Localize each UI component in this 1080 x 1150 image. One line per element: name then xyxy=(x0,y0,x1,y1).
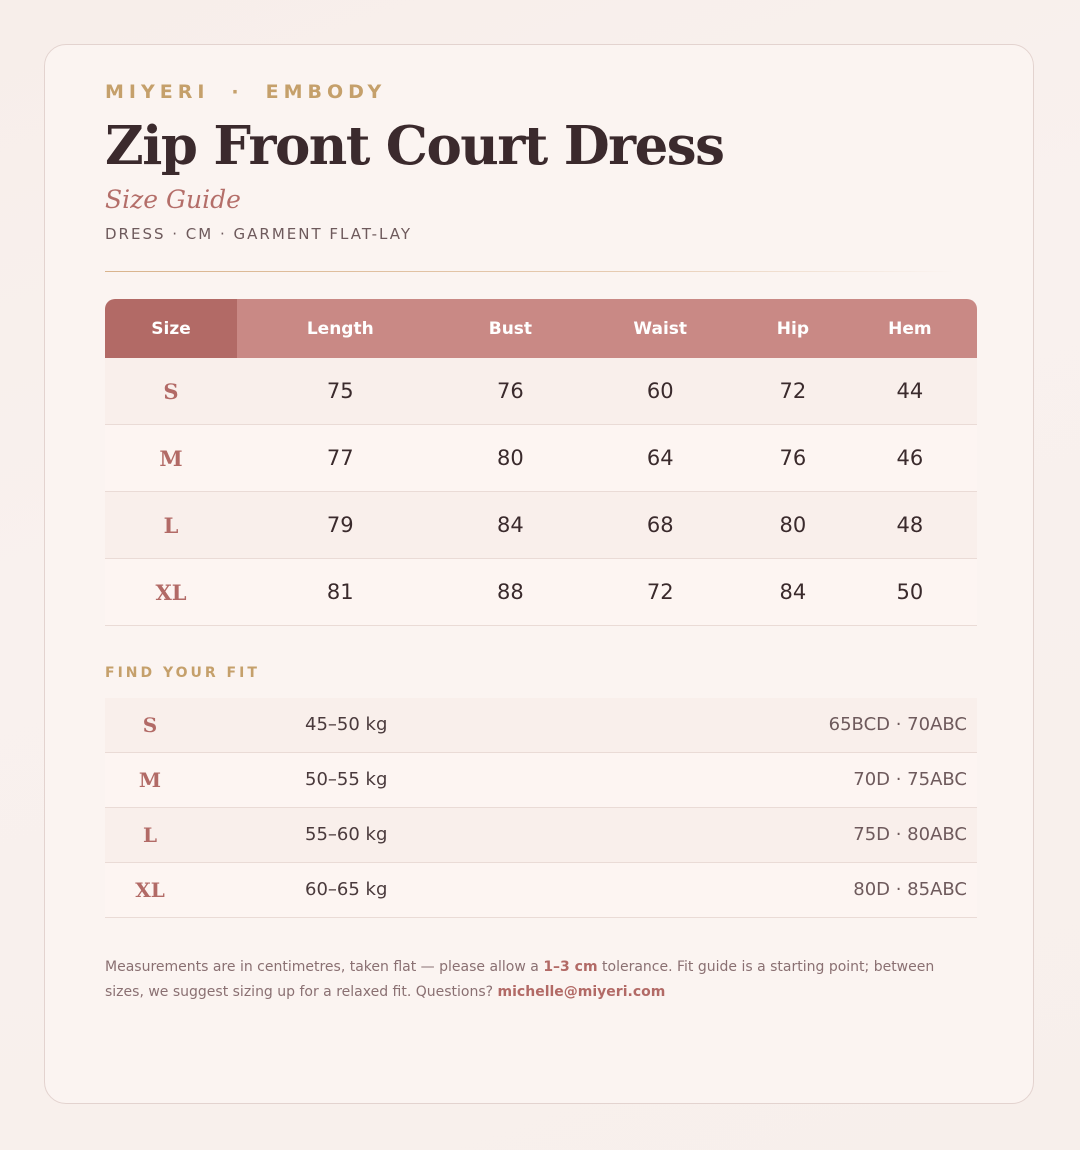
garment-meta: DRESS · CM · GARMENT FLAT-LAY xyxy=(105,225,412,243)
column-header-size: Size xyxy=(105,299,237,358)
column-header-hip: Hip xyxy=(743,299,843,358)
column-header-length: Length xyxy=(237,299,444,358)
fit-bra-sizes: 75D · 80ABC xyxy=(853,824,967,845)
hip-value: 72 xyxy=(743,358,843,425)
hem-value: 48 xyxy=(843,492,977,559)
table-row xyxy=(105,358,977,425)
length-value: 81 xyxy=(237,559,444,626)
hem-value: 44 xyxy=(843,358,977,425)
table-header-row xyxy=(105,299,977,358)
column-header-hem: Hem xyxy=(843,299,977,358)
brand-separator: · xyxy=(231,81,244,103)
fit-size-label: M xyxy=(138,768,162,792)
footnote-text-start: Measurements are in centimetres, taken flat — please allow a xyxy=(105,959,544,975)
collection-name: EMBODY xyxy=(265,81,387,103)
list-item xyxy=(105,863,977,918)
fit-weight-range: 60–65 kg xyxy=(305,879,388,900)
list-item xyxy=(105,698,977,753)
fit-bra-sizes: 70D · 75ABC xyxy=(853,769,967,790)
length-value: 79 xyxy=(237,492,444,559)
size-label: M xyxy=(105,425,237,492)
hip-value: 84 xyxy=(743,559,843,626)
fit-size-label: L xyxy=(142,823,158,847)
table-row xyxy=(105,425,977,492)
column-header-waist: Waist xyxy=(577,299,743,358)
size-label: S xyxy=(105,358,237,425)
fit-list xyxy=(105,698,977,918)
size-label: XL xyxy=(105,559,237,626)
length-value: 77 xyxy=(237,425,444,492)
table-row xyxy=(105,559,977,626)
hem-value: 46 xyxy=(843,425,977,492)
brand-line xyxy=(105,81,386,103)
fit-section-heading: FIND YOUR FIT xyxy=(105,665,260,681)
bust-value: 76 xyxy=(444,358,578,425)
divider xyxy=(105,271,955,272)
tolerance-value: 1–3 cm xyxy=(543,959,598,975)
brand-name: MIYERI xyxy=(105,81,210,103)
bust-value: 88 xyxy=(444,559,578,626)
fit-weight-range: 50–55 kg xyxy=(305,769,388,790)
bust-value: 80 xyxy=(444,425,578,492)
waist-value: 64 xyxy=(577,425,743,492)
footnote xyxy=(105,955,977,1005)
contact-email-link[interactable]: michelle@miyeri.com xyxy=(497,984,666,1000)
page-title: Zip Front Court Dress xyxy=(105,115,724,177)
waist-value: 72 xyxy=(577,559,743,626)
page-subtitle: Size Guide xyxy=(105,185,241,214)
hip-value: 76 xyxy=(743,425,843,492)
fit-size-label: XL xyxy=(135,878,165,902)
fit-bra-sizes: 65BCD · 70ABC xyxy=(828,714,967,735)
bust-value: 84 xyxy=(444,492,578,559)
table-row xyxy=(105,492,977,559)
fit-weight-range: 55–60 kg xyxy=(305,824,388,845)
fit-bra-sizes: 80D · 85ABC xyxy=(853,879,967,900)
fit-size-label: S xyxy=(142,713,158,737)
length-value: 75 xyxy=(237,358,444,425)
list-item xyxy=(105,808,977,863)
waist-value: 60 xyxy=(577,358,743,425)
hip-value: 80 xyxy=(743,492,843,559)
size-label: L xyxy=(105,492,237,559)
column-header-bust: Bust xyxy=(444,299,578,358)
hem-value: 50 xyxy=(843,559,977,626)
waist-value: 68 xyxy=(577,492,743,559)
footnote-text-end: tolerance. Fit guide is a starting point; between sizes, we suggest sizing up for a relaxed fit. Questions? xyxy=(105,959,935,1000)
fit-weight-range: 45–50 kg xyxy=(305,714,388,735)
measurements-table xyxy=(105,299,977,626)
list-item xyxy=(105,753,977,808)
size-guide-card xyxy=(44,44,1034,1104)
